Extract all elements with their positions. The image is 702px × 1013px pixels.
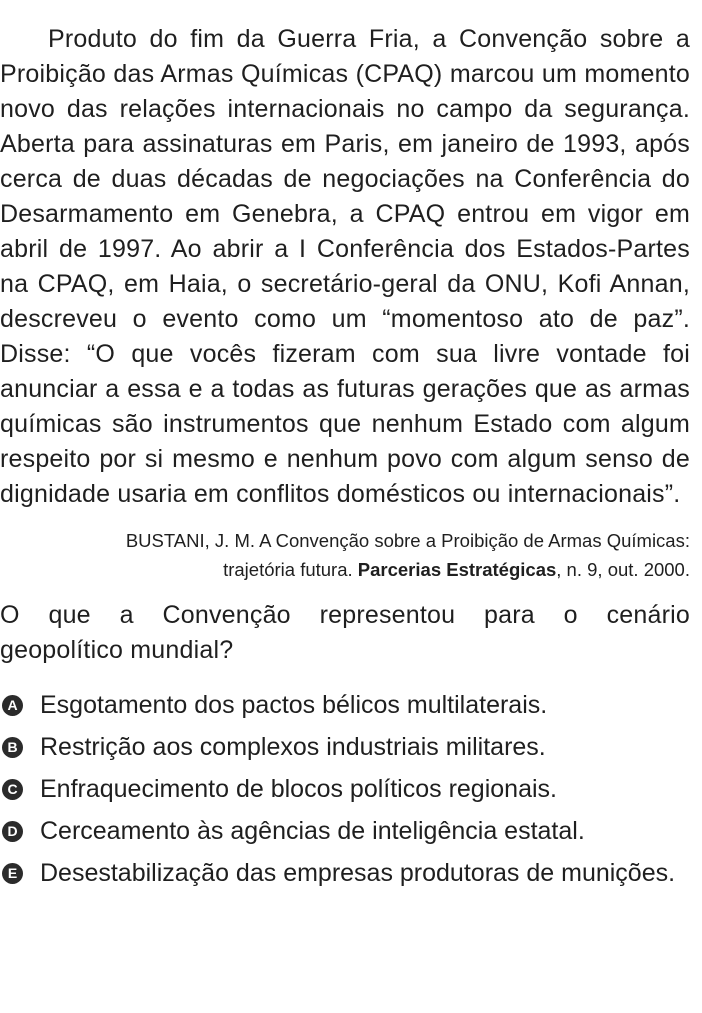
option-d-letter-icon: D bbox=[2, 821, 23, 842]
question-line-2: geopolítico mundial? bbox=[0, 636, 234, 664]
option-e-letter-icon: E bbox=[2, 863, 23, 884]
option-a-text: Esgotamento dos pactos bélicos multilaterais. bbox=[40, 691, 548, 719]
question-stem bbox=[0, 598, 690, 668]
option-d[interactable] bbox=[0, 814, 690, 849]
citation-line-1: BUSTANI, J. M. A Convenção sobre a Proibição de Armas Químicas: bbox=[125, 530, 690, 551]
passage-text: Produto do fim da Guerra Fria, a Convenção sobre a Proibição das Armas Químicas (CPAQ) marcou um momento novo das relações internacionais no campo da segurança. Aberta para assinaturas em Paris, em janeiro de 1993, após cerca de duas décadas de negociações na Conferência do Desarmamento em Genebra, a CPAQ entrou em vigor em abril de 1997. Ao abrir a I Conferência dos Estados-Partes na CPAQ, em Haia, o secretário-geral da ONU, Kofi Annan, descreveu o evento como um “momentoso ato de paz”. Disse: “O que vocês fizeram com sua livre vontade foi anunciar a essa e a todas as futuras gerações que as armas químicas são instrumentos que nenhum Estado com algum respeito por si mesmo e nenhum povo com algum senso de dignidade usaria em conflitos domésticos ou internacionais”. bbox=[0, 25, 690, 508]
option-c-text: Enfraquecimento de blocos políticos regionais. bbox=[40, 775, 557, 803]
citation bbox=[0, 526, 690, 584]
citation-text: trajetória futura. bbox=[223, 559, 358, 580]
citation-line-2 bbox=[0, 555, 690, 584]
citation-journal-title: Parcerias Estratégicas bbox=[357, 559, 557, 580]
question-line-1: O que a Convenção representou para o cenário bbox=[0, 601, 690, 629]
option-a[interactable] bbox=[0, 688, 690, 723]
option-b[interactable] bbox=[0, 730, 690, 765]
option-b-text: Restrição aos complexos industriais militares. bbox=[40, 733, 546, 761]
answer-options bbox=[0, 688, 690, 891]
option-c[interactable] bbox=[0, 772, 690, 807]
option-c-letter-icon: C bbox=[2, 779, 23, 800]
option-d-text: Cerceamento às agências de inteligência estatal. bbox=[40, 817, 585, 845]
option-b-letter-icon: B bbox=[2, 737, 23, 758]
option-a-letter-icon: A bbox=[2, 695, 23, 716]
citation-issue: , n. 9, out. 2000. bbox=[556, 559, 690, 580]
option-e-text: Desestabilização das empresas produtoras de munições. bbox=[40, 859, 676, 887]
option-e[interactable] bbox=[0, 856, 690, 891]
